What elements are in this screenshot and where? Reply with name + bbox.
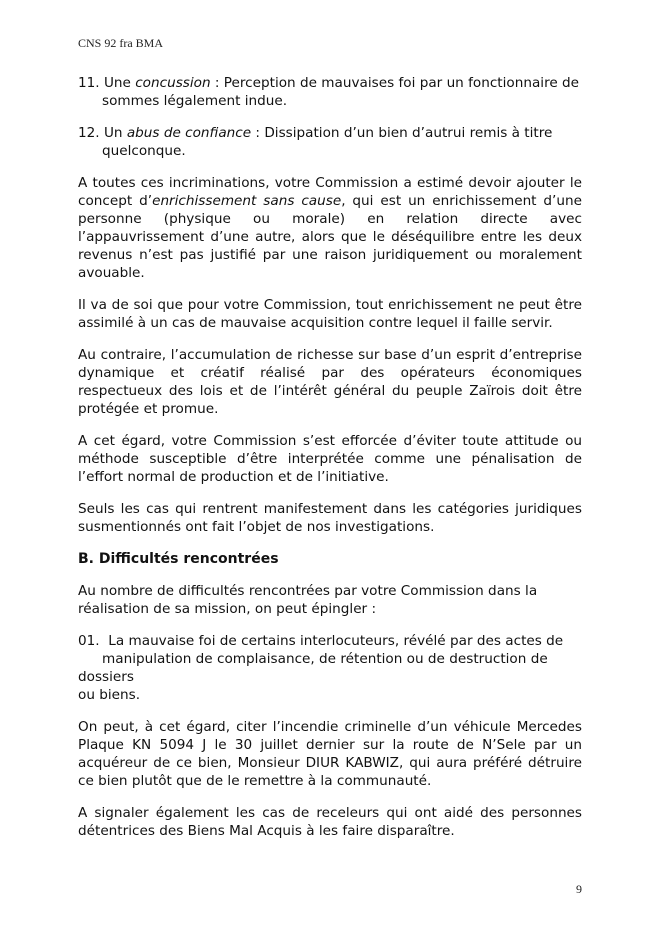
paragraph: Il va de soi que pour votre Commission, tout enrichissement ne peut être assimilé à un cas de mauvaise acquisition contre lequel il faille servir. (78, 297, 582, 331)
item-number: 01. (78, 633, 100, 649)
item-text-pre: Une (99, 75, 136, 91)
item-line: ou biens. (78, 687, 141, 703)
item-text-pre: Un (99, 125, 127, 141)
paragraph-term: enrichissement sans cause (152, 193, 342, 209)
item-line: La mauvaise foi de certains interlocuteurs, révélé par des actes de (99, 633, 564, 649)
paragraph-enrichment (78, 174, 582, 282)
paragraph: Au contraire, l’accumulation de richesse sur base d’un esprit d’entreprise dynamique et créatif réalisé par des opérateurs économiques respectueux des lois et de l’intérêt général du peuple Zaïrois doit être protégée et promue. (78, 347, 582, 417)
item-number: 11. (78, 75, 100, 91)
paragraph: Seuls les cas qui rentrent manifestement dans les catégories juridiques susmentionnés ont fait l’objet de nos investigations. (78, 501, 582, 535)
item-line: manipulation de complaisance, de rétention ou de destruction de dossiers (78, 651, 548, 685)
item-term: concussion (135, 75, 211, 91)
list-item-abus-de-confiance (78, 124, 582, 160)
paragraph-intro: Au nombre de difficultés rencontrées par votre Commission dans la réalisation de sa mission, on peut épingler : (78, 583, 538, 617)
paragraph: On peut, à cet égard, citer l’incendie criminelle d’un véhicule Mercedes Plaque KN 5094 J le 30 juillet dernier sur la route de N’Sele par un acquéreur de ce bien, Monsieur DIUR KABWIZ, qui aura préféré détruire ce bien plutôt que de le remettre à la communauté. (78, 719, 582, 789)
document-reference: CNS 92 fra BMA (78, 36, 164, 50)
list-item-concussion (78, 74, 582, 110)
paragraph-text-post: , qui est un enrichissement d’une personne (physique ou morale) en relation directe avec l’appauvrissement d’une autre, alors que le déséquilibre entre les deux revenus n’est pas justifié par une raison juridiquement ou moralement avouable. (78, 193, 582, 281)
item-text-post: : Dissipation d’un bien d’autrui remis à titre (251, 125, 553, 141)
item-term: abus de confiance (126, 125, 252, 141)
page-body (78, 74, 582, 854)
page-number: 9 (576, 882, 582, 896)
list-item-mauvaise-foi (78, 632, 582, 704)
paragraph: A signaler également les cas de receleurs qui ont aidé des personnes détentrices des Biens Mal Acquis à les faire disparaître. (78, 805, 582, 839)
item-number: 12. (78, 125, 100, 141)
item-text-post: : Perception de mauvaises foi par un fonctionnaire de (210, 75, 580, 91)
item-continuation: quelconque. (102, 143, 186, 159)
paragraph-text-pre: A toutes ces incriminations, votre Commission a estimé devoir ajouter le concept d’ (78, 175, 582, 209)
item-continuation: sommes légalement indue. (102, 93, 288, 109)
section-heading: B. Difficultés rencontrées (78, 551, 279, 567)
paragraph: A cet égard, votre Commission s’est efforcée d’éviter toute attitude ou méthode susceptible d’être interprétée comme une pénalisation de l’effort normal de production et de l’initiative. (78, 433, 582, 485)
